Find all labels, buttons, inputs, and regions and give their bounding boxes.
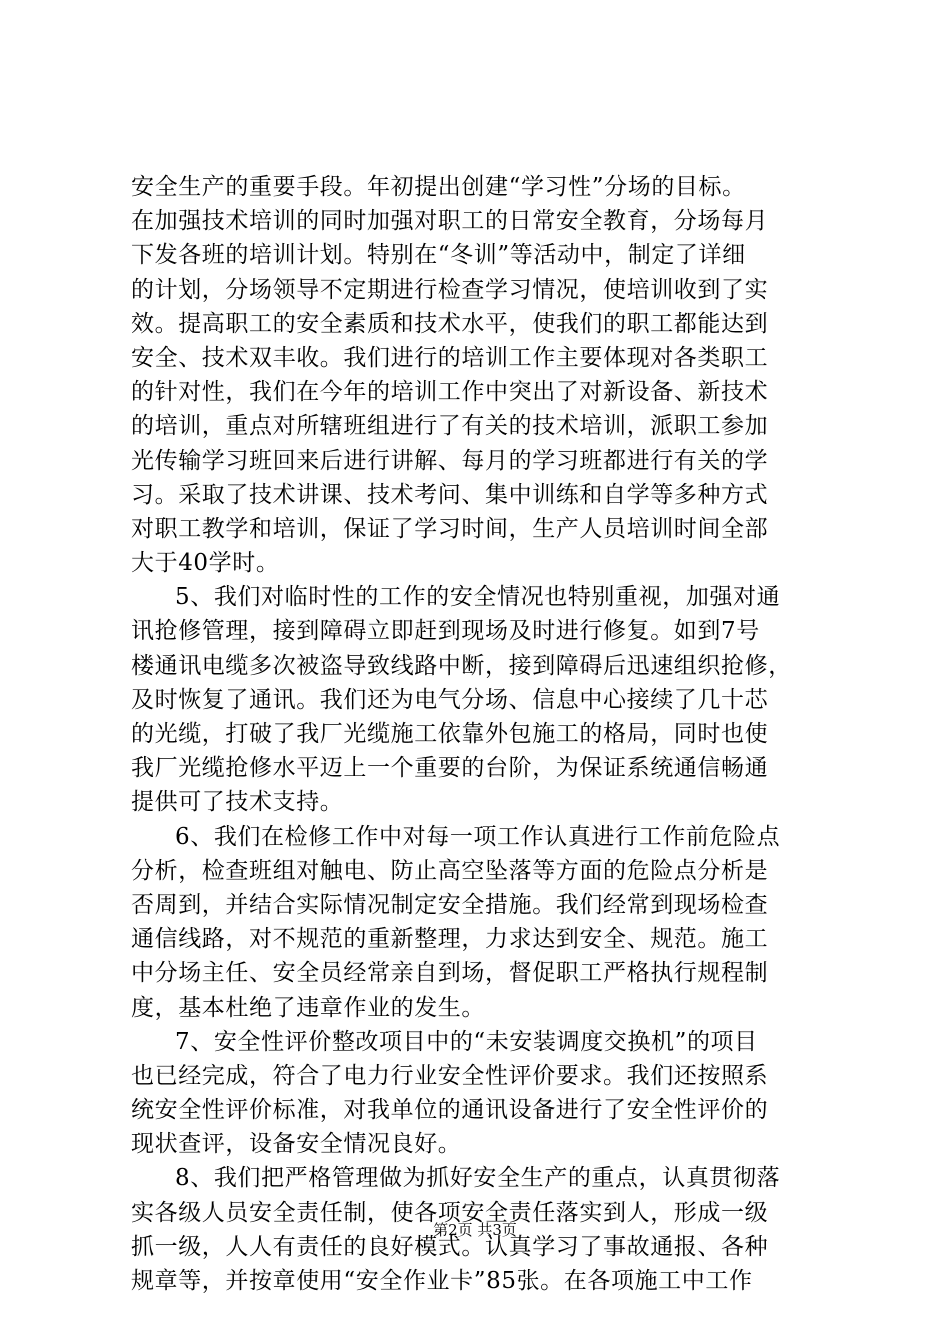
text-line: 及时恢复了通讯。我们还为电气分场、信息中心接续了几十芯	[131, 686, 769, 713]
paragraph-start-line: 8、我们把严格管理做为抓好安全生产的重点，认真贯彻落	[175, 1165, 781, 1192]
text-line: 现状查评，设备安全情况良好。	[131, 1131, 462, 1158]
document-body	[131, 170, 837, 1298]
text-line: 安全、技术双丰收。我们进行的培训工作主要体现对各类职工	[131, 344, 769, 371]
text-line: 度，基本杜绝了违章作业的发生。	[131, 994, 485, 1021]
text-line: 在加强技术培训的同时加强对职工的日常安全教育，分场每月	[131, 208, 769, 235]
paragraph-start-line: 7、安全性评价整改项目中的“未安装调度交换机”的项目	[175, 1028, 758, 1055]
text-line: 实各级人员安全责任制，使各项安全责任落实到人，形成一级	[131, 1199, 769, 1226]
text-line: 对职工教学和培训，保证了学习时间，生产人员培训时间全部	[131, 515, 769, 542]
text-line: 规章等，并按章使用“安全作业卡”85张。在各项施工中工作	[131, 1268, 753, 1294]
text-line: 中分场主任、安全员经常亲自到场，督促职工严格执行规程制	[131, 960, 769, 987]
text-line: 通信线路，对不规范的重新整理，力求达到安全、规范。施工	[131, 926, 769, 953]
text-line: 大于40学时。	[131, 550, 280, 577]
page-footer: 第2页 共3页	[433, 1221, 517, 1239]
text-line: 的针对性，我们在今年的培训工作中突出了对新设备、新技术	[131, 379, 769, 406]
paragraph-start-line: 5、我们对临时性的工作的安全情况也特别重视，加强对通	[175, 584, 781, 611]
text-line: 习。采取了技术讲课、技术考问、集中训练和自学等多种方式	[131, 481, 769, 508]
text-line: 提供可了技术支持。	[131, 789, 344, 816]
text-line: 的计划，分场领导不定期进行检查学习情况，使培训收到了实	[131, 276, 769, 303]
text-line: 抓一级，人人有责任的良好模式。认真学习了事故通报、各种	[131, 1233, 769, 1260]
text-line: 我厂光缆抢修水平迈上一个重要的台阶，为保证系统通信畅通	[131, 755, 769, 782]
text-line: 的培训，重点对所辖班组进行了有关的技术培训，派职工参加	[131, 413, 769, 440]
text-line: 效。提高职工的安全素质和技术水平，使我们的职工都能达到	[131, 310, 769, 337]
text-line: 楼通讯电缆多次被盗导致线路中断，接到障碍后迅速组织抢修，	[131, 652, 792, 679]
text-line: 的光缆，打破了我厂光缆施工依靠外包施工的格局，同时也使	[131, 721, 769, 747]
paragraph-start-line: 6、我们在检修工作中对每一项工作认真进行工作前危险点	[175, 823, 781, 850]
text-line: 安全生产的重要手段。年初提出创建“学习性”分场的目标。	[131, 174, 746, 200]
text-line: 讯抢修管理，接到障碍立即赶到现场及时进行修复。如到7号	[131, 618, 760, 645]
text-line: 否周到，并结合实际情况制定安全措施。我们经常到现场检查	[131, 891, 769, 918]
text-line: 光传输学习班回来后进行讲解、每月的学习班都进行有关的学	[131, 447, 769, 474]
text-line: 下发各班的培训计划。特别在“冬训”等活动中，制定了详细	[131, 242, 746, 269]
text-line: 也已经完成，符合了电力行业安全性评价要求。我们还按照系	[131, 1062, 769, 1089]
text-line: 分析，检查班组对触电、防止高空坠落等方面的危险点分析是	[131, 857, 769, 884]
text-line: 统安全性评价标准，对我单位的通讯设备进行了安全性评价的	[131, 1097, 769, 1124]
